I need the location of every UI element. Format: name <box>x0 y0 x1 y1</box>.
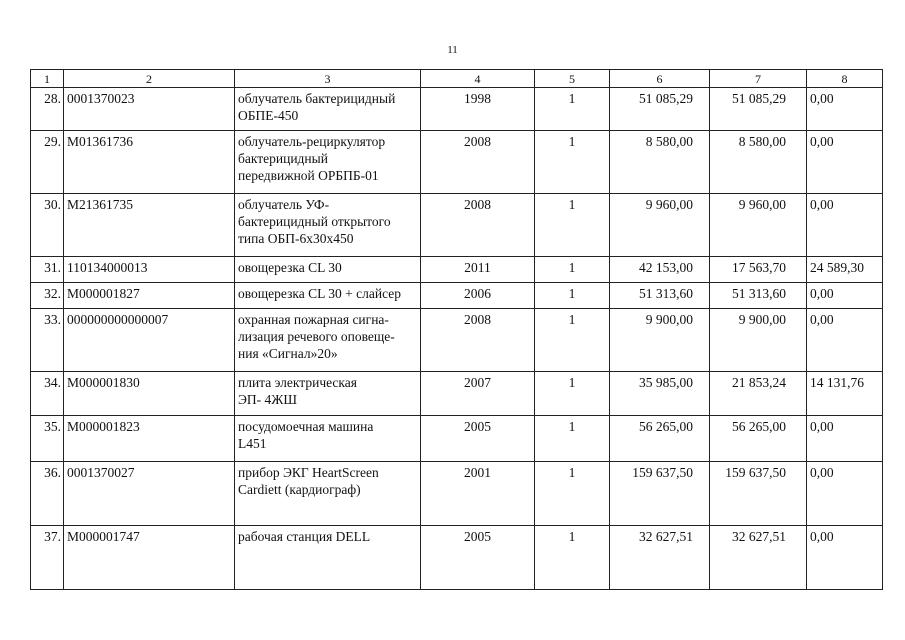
row-number: 36. <box>31 462 64 526</box>
quantity-cell: 1 <box>535 194 610 257</box>
table-row <box>31 309 883 372</box>
table-row <box>31 257 883 283</box>
item-name <box>235 194 421 257</box>
initial-cost-cell: 9 900,00 <box>610 309 710 372</box>
year-cell: 2001 <box>421 462 535 526</box>
residual-value-cell: 0,00 <box>807 194 883 257</box>
depreciation-cell: 9 900,00 <box>710 309 807 372</box>
residual-value-cell: 0,00 <box>807 416 883 462</box>
year-cell: 2008 <box>421 309 535 372</box>
quantity-cell: 1 <box>535 257 610 283</box>
year-cell: 2008 <box>421 131 535 194</box>
item-name <box>235 88 421 131</box>
item-name <box>235 309 421 372</box>
inventory-code: М000001830 <box>64 372 235 416</box>
depreciation-cell: 17 563,70 <box>710 257 807 283</box>
header-cell: 2 <box>64 70 235 88</box>
item-name-line: овощерезка CL 30 + слайсер <box>238 286 401 301</box>
item-name-line: плита электрическая <box>238 375 357 390</box>
item-name <box>235 416 421 462</box>
row-number: 37. <box>31 526 64 590</box>
item-name-line: облучатель бактерицидный <box>238 91 396 106</box>
row-number: 33. <box>31 309 64 372</box>
depreciation-cell: 32 627,51 <box>710 526 807 590</box>
quantity-cell: 1 <box>535 283 610 309</box>
inventory-code: М000001823 <box>64 416 235 462</box>
inventory-code: 0001370027 <box>64 462 235 526</box>
table-row <box>31 462 883 526</box>
initial-cost-cell: 35 985,00 <box>610 372 710 416</box>
item-name <box>235 372 421 416</box>
row-number: 28. <box>31 88 64 131</box>
table-row <box>31 416 883 462</box>
item-name-line: ЭП- 4ЖШ <box>238 392 297 407</box>
item-name-line: прибор ЭКГ HeartScreen <box>238 465 379 480</box>
item-name-line: облучатель УФ- <box>238 197 330 212</box>
header-cell: 6 <box>610 70 710 88</box>
depreciation-cell: 51 313,60 <box>710 283 807 309</box>
year-cell: 2011 <box>421 257 535 283</box>
inventory-code: 110134000013 <box>64 257 235 283</box>
header-cell: 8 <box>807 70 883 88</box>
depreciation-cell: 21 853,24 <box>710 372 807 416</box>
initial-cost-cell: 51 313,60 <box>610 283 710 309</box>
depreciation-cell: 9 960,00 <box>710 194 807 257</box>
row-number: 35. <box>31 416 64 462</box>
table-body <box>31 70 883 590</box>
item-name-line: посудомоечная машина <box>238 419 374 434</box>
initial-cost-cell: 9 960,00 <box>610 194 710 257</box>
quantity-cell: 1 <box>535 372 610 416</box>
header-cell: 4 <box>421 70 535 88</box>
quantity-cell: 1 <box>535 131 610 194</box>
table-row <box>31 372 883 416</box>
table-row <box>31 131 883 194</box>
item-name <box>235 257 421 283</box>
item-name-line: типа ОБП-6х30х450 <box>238 231 354 246</box>
initial-cost-cell: 42 153,00 <box>610 257 710 283</box>
item-name-line: бактерицидный открытого <box>238 214 391 229</box>
residual-value-cell: 0,00 <box>807 283 883 309</box>
asset-table <box>30 69 883 590</box>
row-number: 30. <box>31 194 64 257</box>
inventory-code: 0001370023 <box>64 88 235 131</box>
table-row <box>31 194 883 257</box>
initial-cost-cell: 51 085,29 <box>610 88 710 131</box>
item-name <box>235 526 421 590</box>
inventory-code: М01361736 <box>64 131 235 194</box>
item-name-line: рабочая станция DELL <box>238 529 371 544</box>
initial-cost-cell: 56 265,00 <box>610 416 710 462</box>
year-cell: 2007 <box>421 372 535 416</box>
header-cell: 5 <box>535 70 610 88</box>
residual-value-cell: 24 589,30 <box>807 257 883 283</box>
depreciation-cell: 51 085,29 <box>710 88 807 131</box>
item-name-line: передвижной ОРБПБ-01 <box>238 168 379 183</box>
row-number: 31. <box>31 257 64 283</box>
quantity-cell: 1 <box>535 309 610 372</box>
item-name-line: Cardiett (кардиограф) <box>238 482 361 497</box>
residual-value-cell: 14 131,76 <box>807 372 883 416</box>
depreciation-cell: 8 580,00 <box>710 131 807 194</box>
depreciation-cell: 56 265,00 <box>710 416 807 462</box>
year-cell: 2006 <box>421 283 535 309</box>
item-name-line: охранная пожарная сигна- <box>238 312 389 327</box>
item-name-line: овощерезка CL 30 <box>238 260 342 275</box>
item-name-line: ния «Сигнал»20» <box>238 346 338 361</box>
item-name-line: L451 <box>238 436 267 451</box>
initial-cost-cell: 32 627,51 <box>610 526 710 590</box>
quantity-cell: 1 <box>535 526 610 590</box>
item-name <box>235 462 421 526</box>
year-cell: 2008 <box>421 194 535 257</box>
table-row <box>31 283 883 309</box>
header-cell: 3 <box>235 70 421 88</box>
table-row <box>31 526 883 590</box>
depreciation-cell: 159 637,50 <box>710 462 807 526</box>
page-number: 11 <box>447 44 458 56</box>
residual-value-cell: 0,00 <box>807 131 883 194</box>
table-row <box>31 88 883 131</box>
inventory-code: М000001747 <box>64 526 235 590</box>
year-cell: 2005 <box>421 526 535 590</box>
year-cell: 2005 <box>421 416 535 462</box>
residual-value-cell: 0,00 <box>807 309 883 372</box>
initial-cost-cell: 8 580,00 <box>610 131 710 194</box>
item-name-line: облучатель-рециркулятор <box>238 134 386 149</box>
inventory-code: М000001827 <box>64 283 235 309</box>
item-name <box>235 283 421 309</box>
item-name-line: лизация речевого оповеще- <box>238 329 395 344</box>
row-number: 32. <box>31 283 64 309</box>
residual-value-cell: 0,00 <box>807 462 883 526</box>
row-number: 29. <box>31 131 64 194</box>
quantity-cell: 1 <box>535 462 610 526</box>
item-name <box>235 131 421 194</box>
residual-value-cell: 0,00 <box>807 526 883 590</box>
residual-value-cell: 0,00 <box>807 88 883 131</box>
quantity-cell: 1 <box>535 88 610 131</box>
row-number: 34. <box>31 372 64 416</box>
header-row <box>31 70 883 88</box>
quantity-cell: 1 <box>535 416 610 462</box>
initial-cost-cell: 159 637,50 <box>610 462 710 526</box>
item-name-line: ОБПЕ-450 <box>238 108 299 123</box>
year-cell: 1998 <box>421 88 535 131</box>
header-cell: 7 <box>710 70 807 88</box>
inventory-code: 000000000000007 <box>64 309 235 372</box>
inventory-code: М21361735 <box>64 194 235 257</box>
header-cell: 1 <box>31 70 64 88</box>
item-name-line: бактерицидный <box>238 151 328 166</box>
